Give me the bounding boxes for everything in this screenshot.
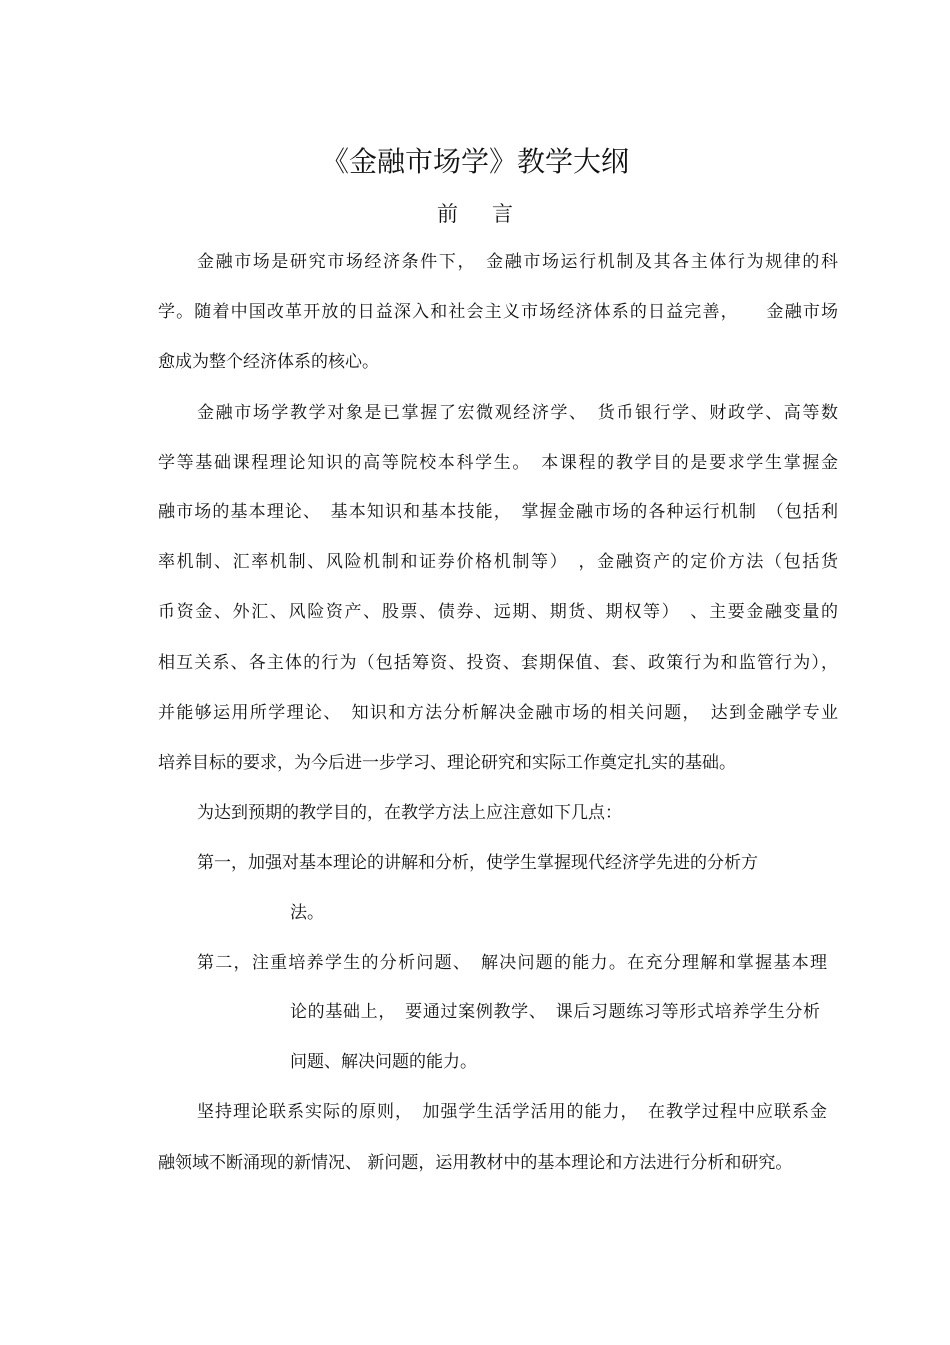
paragraph-line: 融市场的基本理论、 基本知识和基本技能， 掌握金融市场的各种运行机制 （包括利: [158, 502, 838, 522]
list-item-line: 第二，注重培养学生的分析问题、 解决问题的能力。在充分理解和掌握基本理: [197, 953, 827, 973]
section-heading-char-1: 前: [437, 202, 458, 226]
list-item-line: 第一，加强对基本理论的讲解和分析，使学生掌握现代经济学先进的分析方: [197, 853, 758, 873]
paragraph-line: 相互关系、各主体的行为（包括筹资、投资、套期保值、套、政策行为和监管行为），: [158, 653, 838, 673]
paragraph-line: 学等基础课程理论知识的高等院校本科学生。 本课程的教学目的是要求学生掌握金: [158, 453, 838, 473]
paragraph-line: 培养目标的要求，为今后进一步学习、理论研究和实际工作奠定扎实的基础。: [158, 753, 736, 773]
paragraph-line: 率机制、汇率机制、风险机制和证券价格机制等） ，金融资产的定价方法（包括货: [158, 552, 838, 572]
paragraph-line: 愈成为整个经济体系的核心。: [158, 352, 379, 372]
paragraph-line: 币资金、外汇、风险资产、股票、债券、远期、期货、期权等） 、主要金融变量的: [158, 602, 838, 622]
list-item-line: 问题、解决问题的能力。: [290, 1052, 477, 1072]
list-item-line: 法。: [290, 903, 324, 923]
list-item-line: 论的基础上， 要通过案例教学、 课后习题练习等形式培养学生分析: [290, 1002, 820, 1022]
paragraph-line: 坚持理论联系实际的原则， 加强学生活学活用的能力， 在教学过程中应联系金: [197, 1102, 827, 1122]
document-title: 《金融市场学》教学大纲: [320, 145, 629, 178]
paragraph-line: 金融市场是研究市场经济条件下， 金融市场运行机制及其各主体行为规律的科: [197, 252, 838, 272]
paragraph-line: 为达到预期的教学目的，在教学方法上应注意如下几点：: [197, 803, 622, 823]
section-heading: [0, 198, 950, 230]
paragraph-line: 融领域不断涌现的新情况、 新问题，运用教材中的基本理论和方法进行分析和研究。: [158, 1153, 793, 1173]
paragraph-line: 学。随着中国改革开放的日益深入和社会主义市场经济体系的日益完善， 金融市场: [158, 302, 838, 322]
section-heading-char-2: 言: [492, 202, 513, 226]
paragraph-line: 金融市场学教学对象是已掌握了宏微观经济学、 货币银行学、财政学、高等数: [197, 403, 838, 423]
paragraph-line: 并能够运用所学理论、 知识和方法分析解决金融市场的相关问题， 达到金融学专业: [158, 703, 838, 723]
